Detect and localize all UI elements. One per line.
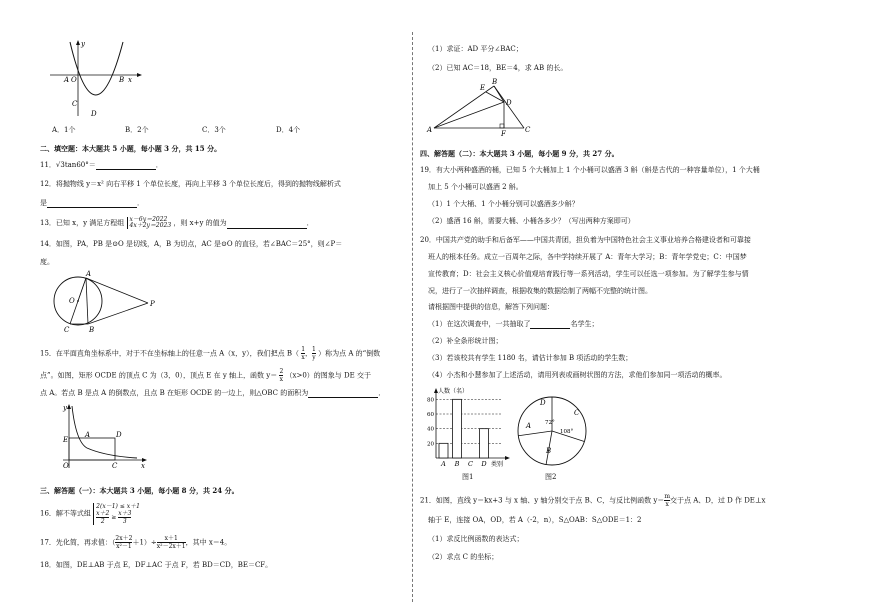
q15-frac-2x-den: x: [279, 376, 284, 383]
bar-ytick-40: 40: [427, 426, 434, 433]
q13-eq2: 4x＋2y＝2023: [129, 222, 172, 229]
q21-line1: [420, 493, 765, 508]
q20-part1-text-b: 名学生；: [570, 320, 599, 328]
q13-text-a: 13．已知 x，y 满足方程组: [40, 219, 125, 227]
bar-xtick-C: C: [468, 460, 473, 468]
bar-xtick-B: B: [454, 460, 460, 468]
pie-angle-2: 108°: [560, 429, 574, 435]
q19-line2: 加上 5 个小桶可以盛酒 2 斛。: [428, 183, 523, 191]
fig2-caption: 图2: [545, 473, 557, 481]
q20-line2: 班人的根本任务。成立一百周年之际，各中学持续开展了 A：青年大学习；B：青年学党史；C：中国梦: [428, 253, 747, 261]
q10-parabola-figure: [48, 38, 148, 118]
q15-frac-1x-den: x: [301, 354, 305, 361]
q10-choice-c: C．3个: [202, 126, 226, 134]
q15-text-e: 点 A。若点 B 是点 A 的倒数点，且点 B 在矩形 OCDE 的一边上，则△OBC 的面积为: [40, 389, 309, 397]
fig1-caption: 图1: [462, 473, 474, 481]
q17-frac-1: [115, 535, 132, 550]
q10-choice-d: D．4个: [276, 126, 301, 134]
q14-circle-figure: [52, 268, 162, 338]
q20-line5: 请根据图中提供的信息，解答下列问题：: [428, 303, 554, 311]
q17-frac-2-den: x²－2x＋1: [156, 543, 186, 550]
pie-slice-C: C: [574, 409, 580, 417]
q15-frac-2x: [279, 368, 283, 383]
bar-chart: [422, 386, 522, 478]
q15-frac-1y-num: 1: [312, 346, 316, 353]
q17-mid: ＋1）÷: [132, 538, 157, 547]
q14-label-A: A: [86, 270, 92, 278]
q17-frac-1-num: 2x＋2: [115, 535, 133, 542]
column-divider: [412, 32, 413, 602]
q15-frac-2x-num: 2: [279, 368, 284, 375]
bar-ytick-60: 60: [427, 412, 434, 418]
pie-slice-D: D: [540, 399, 546, 407]
q15-label-x: x: [141, 462, 145, 470]
q15-label-C: C: [112, 462, 118, 470]
q21-part2: （2）求点 C 的坐标；: [428, 553, 499, 561]
section-2-title: 二、填空题：本大题共 5 小题，每小题 3 分，共 15 分。: [40, 144, 222, 153]
q17-frac-1-den: x²－1: [116, 543, 132, 550]
q17-frac-2: [157, 535, 186, 550]
q21-frac-num: m: [664, 493, 671, 500]
section-3-title: 三、解答题（一）：本大题共 3 小题，每小题 8 分，共 24 分。: [40, 486, 239, 495]
pie-slice-B: B: [546, 447, 552, 455]
q10-choice-a: A．1个: [52, 126, 76, 134]
q18-label-C: C: [525, 126, 531, 134]
q15-text-a: 15．在平面直角坐标系中，对于不在坐标轴上的任意一点 A（x，y），我们把点 B（: [40, 349, 299, 358]
q17-text-a: 17．先化简，再求值：: [40, 538, 112, 547]
q12-text: 是: [40, 199, 47, 207]
q19-line1: 19．有大小两种盛酒的桶，已知 5 个大桶加上 1 个小桶可以盛酒 3 斛（斛是古代的一种容量单位），1 个大桶: [420, 166, 760, 174]
q18-label-B: B: [492, 78, 498, 86]
q16-ge: ≥: [111, 514, 117, 521]
q15-text-c: 点”。如图，矩形 OCDE 的顶点 C 为（3，0），顶点 E 在 y 轴上，函数 y＝: [40, 371, 278, 380]
q15-frac-1y-den: y: [312, 354, 316, 361]
q18-part1: （1）求证：AD 平分∠BAC；: [428, 45, 523, 53]
bar-xlabel: 类别: [491, 461, 504, 468]
q14-line1: 14．如图，PA，PB 是⊙O 是切线，A，B 为切点，AC 是⊙O 的直径，若∠BAC＝25°，则∠P＝: [40, 240, 343, 248]
q18-label-E: E: [480, 84, 486, 92]
q11-text: 11．√3tan60°＝: [40, 161, 96, 169]
q10-label-A: A: [64, 76, 70, 84]
q18-part2: （2）已知 AC＝18，BE＝4，求 AB 的长。: [428, 64, 568, 72]
pie-angle-1: 72°: [545, 420, 555, 426]
q15-line3: 点 A。若点 B 是点 A 的倒数点，且点 B 在矩形 OCDE 的一边上，则△OBC 的面积为 ．: [40, 389, 386, 397]
q20-part2: （2）补全条形统计图；: [428, 337, 503, 345]
q18-label-F: F: [501, 130, 506, 138]
q20-part1-text-a: （1）在这次调查中，一共抽取了: [428, 320, 531, 328]
q14-label-P: P: [150, 300, 155, 308]
q18-label-D: D: [506, 99, 512, 107]
q15-label-E: E: [63, 436, 69, 444]
q12-line1: 12．将抛物线 y＝x² 向右平移 1 个单位长度，再向上平移 3 个单位长度后，得到的抛物线解析式: [40, 180, 341, 188]
q13-eq1: x－6y＝2022: [129, 216, 168, 223]
q16-frac-left: [96, 510, 109, 525]
q20-line1: 20．中国共产党的助手和后备军——中国共青团，担负着为中国特色社会主义事业培养合格建设者和可靠接: [420, 236, 751, 244]
q20-line4: 况，进行了一次抽样调查，根据收集的数据绘制了两幅不完整的统计图。: [428, 287, 652, 295]
pie-slice-A: A: [526, 422, 532, 430]
q12-line2: 是 ．: [40, 199, 144, 207]
q18-label-A: A: [427, 126, 433, 134]
q15-text-d: （x>0）的图象与 DE 交于: [285, 371, 371, 380]
q14-line2: 度。: [40, 258, 54, 266]
q10-label-D: D: [91, 110, 97, 118]
q21-text-a: 21．如图，直线 y＝kx+3 与 x 轴、y 轴分别交于点 B、C，与反比例函数 y＝: [420, 496, 665, 505]
q10-label-B: B: [119, 76, 125, 84]
q19-part1: （1）1 个大桶、1 个小桶分别可以盛酒多少斛？: [428, 200, 579, 208]
q17: 17．先化简，再求值：（ $\frac{2x+2}{\text{x²－1}}$ ＋1）÷ $\frac{x+1}{\text{x²－2x＋1}}$ ，其中 x＝4。: [40, 535, 232, 550]
q20-blank[interactable]: [530, 328, 570, 329]
q15-line1: 15．在平面直角坐标系中，对于不在坐标轴上的任意一点 A（x，y），我们把点 B（ $\frac{1}{x}$ ， $\frac{1}{y}$ ）称为点 A 的“倒数: [40, 346, 381, 361]
q15-label-y: y: [63, 404, 67, 412]
q20-part4: （4）小杰和小慧参加了上述活动，请用列表或画树状图的方法，求他们参加同一项活动的概率。: [428, 371, 727, 379]
q10-label-O: O: [71, 76, 77, 84]
q15-text-b: ）称为点 A 的“倒数: [318, 349, 381, 358]
q15-label-O: O: [63, 462, 69, 470]
bar-ytick-80: 80: [427, 397, 434, 404]
q18-triangle-figure: [426, 78, 536, 138]
q16-frac-right-num: x＋3: [118, 510, 132, 517]
bar-ylabel: 人数（名）: [438, 388, 469, 395]
bar-xtick-A: A: [441, 460, 446, 468]
q16-frac-right-den: 3: [122, 518, 127, 525]
q13-text-b: ，则 x+y 的值为: [173, 219, 227, 227]
bar-A: [439, 443, 448, 458]
q21-line2: 轴于 E，连接 OA，OD，若 A（-2，n），S△OAB：S△ODE＝1：2: [428, 516, 642, 524]
q15-line2: [40, 368, 371, 383]
q14-label-O: O: [69, 297, 75, 305]
q21-text-b: 交于点 A、D，过 D 作 DE⊥x: [670, 496, 766, 505]
bar-ytick-20: 20: [427, 441, 434, 448]
q14-label-B: B: [89, 326, 95, 334]
q20-part3: （3）若该校共有学生 1180 名，请估计参加 B 项活动的学生数；: [428, 354, 633, 362]
q16-text: 16．解不等式组: [40, 509, 91, 518]
q21-part1: （1）求反比例函数的表达式；: [428, 535, 524, 543]
q13: 13．已知 x，y 满足方程组 x－6y＝2022 4x＋2y＝2023 ，则 x+y 的值为 ．: [40, 216, 314, 229]
bar-B: [453, 399, 462, 458]
q15-frac-1y: [312, 346, 316, 361]
pie-chart: [512, 393, 592, 469]
section-4-title: 四、解答题（二）：本大题共 3 小题，每小题 9 分，共 27 分。: [420, 149, 619, 158]
q15-blank[interactable]: [308, 397, 378, 398]
bar-xtick-D: D: [481, 460, 487, 468]
q21-frac-den: x: [665, 501, 669, 508]
q11-blank[interactable]: [96, 169, 156, 170]
q12-blank[interactable]: [47, 207, 137, 208]
q16-frac-left-den: 2: [100, 518, 105, 525]
q19-part2: （2）盛酒 16 斛，需要大桶、小桶各多少？（写出两种方案即可）: [428, 217, 635, 225]
bar-x-arrow: [505, 456, 510, 460]
q10-label-y: y: [81, 40, 85, 48]
q15-frac-1x-num: 1: [301, 346, 306, 353]
q20-line3: 宣传教育；D：社会主义核心价值观培育践行等一系列活动，学生可以任选一项参加。为了解学生参与情: [428, 270, 749, 278]
q11: 11．√3tan60°＝ ．: [40, 161, 163, 169]
q14-label-C: C: [64, 326, 70, 334]
bar-D: [480, 429, 489, 458]
q15-figure: [55, 402, 155, 472]
q16-ineq1: 2(x－1) ≤ x＋1: [96, 503, 140, 510]
q10-label-x: x: [128, 76, 132, 84]
q17-text-b: ，其中 x＝4。: [185, 538, 232, 547]
q17-frac-2-num: x＋1: [157, 535, 186, 543]
q10-choice-b: B．2个: [125, 126, 149, 134]
q18-stem: 18．如图，DE⊥AB 于点 E，DF⊥AC 于点 F，若 BD＝CD，BE＝CF。: [40, 561, 273, 569]
q15-frac-1x: [301, 346, 305, 361]
q15-label-A: A: [85, 431, 91, 439]
q13-blank[interactable]: [227, 228, 307, 229]
q16-frac-left-num: x＋2: [96, 510, 110, 517]
q10-label-C: C: [72, 100, 78, 108]
q16-frac-right: [118, 510, 131, 525]
q16: [40, 503, 140, 525]
q15-label-D: D: [116, 431, 122, 439]
q20-part1: [428, 320, 598, 329]
